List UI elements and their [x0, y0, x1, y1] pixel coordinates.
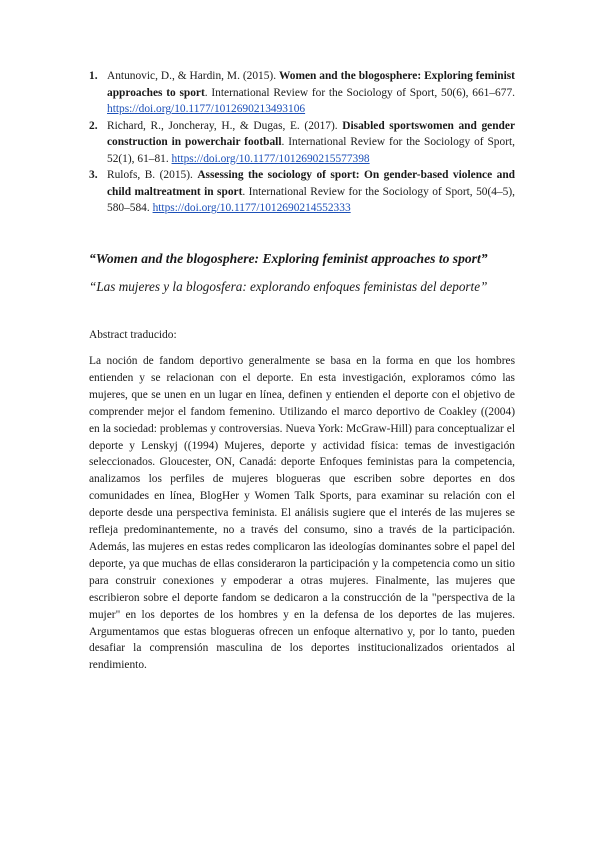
reference-item [89, 167, 515, 217]
reference-number: 2. [89, 119, 98, 132]
reference-source: . International Review for the Sociology of Sport, 50(6), 661–677. [204, 86, 515, 99]
article-title-english: “Women and the blogosphere: Exploring feminist approaches to sport” [89, 251, 488, 266]
abstract-body: La noción de fandom deportivo generalmente se basa en la forma en que los hombres entienden y se relacionan con el deporte. En esta investigación, exploramos cómo las mujeres, que se unen en un lugar en línea, definen y entienden el deporte con el objetivo de comprender mejor el fandom femenino. Utilizando el marco deportivo de Coakley ((2004) en la sociedad: problemas y controversias. Nueva York: McGraw-Hill) para conceptualizar el deporte y Lenskyj ((1994) Mujeres, deporte y actividad física: temas de investigación seleccionados. Gloucester, ON, Canadá: deporte Enfoques feministas para la competencia, analizamos los perfiles de mujeres blogueras que escriben sobre deportes en dos comunidades en línea, BlogHer y Women Talk Sports, para examinar su relación con el deporte desde una perspectiva feminista. El análisis sugiere que el interés de las mujeres se refleja predominantemente, no a través del consumo, sino a través de la participación. Además, las mujeres en estas redes complicaron las ideologías dominantes sobre el papel del deporte, ya que muchas de ellas consideraron la participación y la competencia como un sitio para construir conexiones y empoderar a otras mujeres. Finalmente, las mujeres que escribieron sobre el deporte fandom se dedicaron a la construcción de la "perspectiva de la mujer" en los deportes de los hombres y en la defensa de los deportes de las mujeres. Argumentamos que estas blogueras ofrecen un enfoque alternativo y, por lo tanto, pueden desafiar la comprensión masculina de los deportes institucionalizados orientados al rendimiento. [89, 355, 515, 672]
reference-title: Women and the blogosphere: Exploring feminist approaches to sport [107, 70, 515, 99]
reference-item [89, 68, 515, 118]
reference-doi-link[interactable]: https://doi.org/10.1177/1012690213493106 [107, 103, 306, 115]
reference-title: Assessing the sociology of sport: On gender-based violence and child maltreatment in sport [107, 169, 515, 198]
reference-source: . International Review for the Sociology of Sport, 50(4–5), 580–584. [107, 185, 515, 214]
reference-doi-link[interactable]: https://doi.org/10.1177/1012690214552333 [152, 202, 351, 214]
reference-doi-link[interactable]: https://doi.org/10.1177/1012690215577398 [171, 152, 370, 165]
reference-authors: Antunovic, D., & Hardin, M. (2015). [107, 70, 279, 82]
article-title-spanish: “Las mujeres y la blogosfera: explorando enfoques feministas del deporte” [89, 279, 488, 294]
reference-authors: Richard, R., Joncheray, H., & Dugas, E. (2017). [107, 119, 343, 132]
reference-item [89, 118, 515, 168]
reference-title: Disabled sportswomen and gender construction in powerchair football [107, 119, 515, 148]
reference-authors: Rulofs, B. (2015). [107, 169, 198, 181]
reference-number: 3. [89, 169, 98, 181]
reference-source: . International Review for the Sociology of Sport, 52(1), 61–81. [107, 136, 515, 165]
abstract-label: Abstract traducido: [89, 329, 177, 341]
reference-number: 1. [89, 70, 98, 82]
reference-list [89, 68, 515, 217]
